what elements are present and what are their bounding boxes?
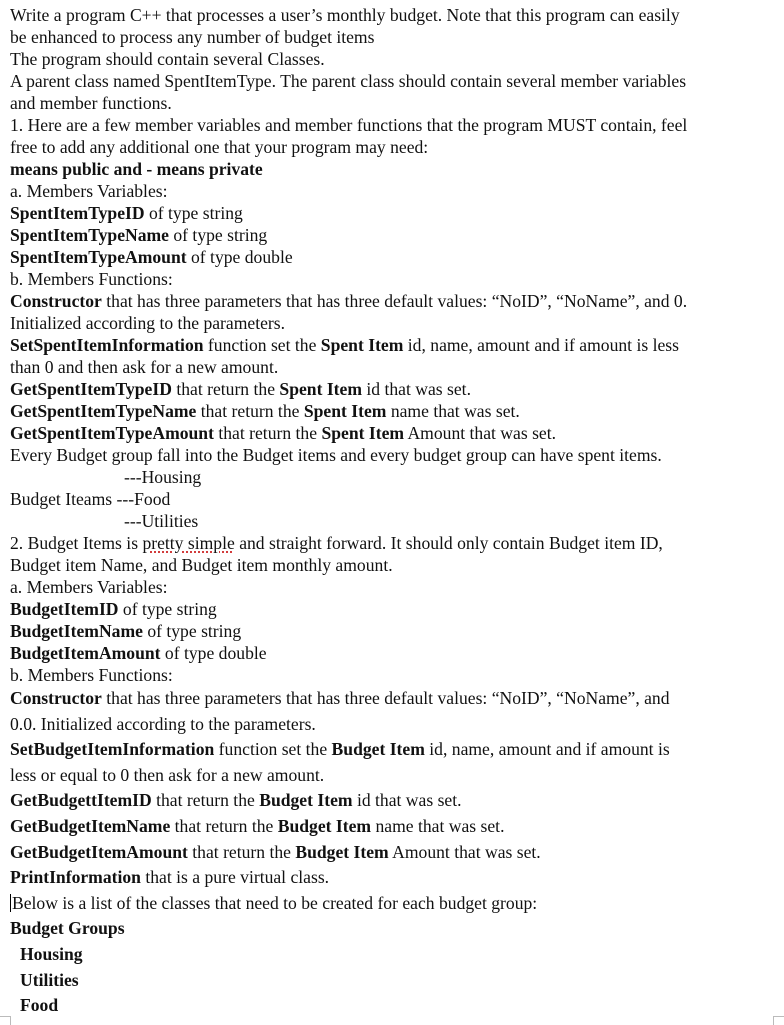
var-type: of type double (186, 247, 293, 267)
intro-line: 1. Here are a few member variables and member functions that the program MUST contain, feel (10, 115, 688, 135)
var-name: SpentItemTypeAmount (10, 247, 187, 267)
budget-funcs-heading: b. Members Functions: (10, 665, 173, 685)
text-run: and straight forward. It should only contain Budget item ID, (234, 533, 663, 553)
budget-set-line2: less or equal to 0 then ask for a new amount. (10, 764, 325, 785)
bold-term: Spent Item (303, 401, 387, 421)
tree-utilities: ---Utilities (124, 511, 199, 531)
var-type: of type string (118, 599, 217, 619)
func-desc: id that was set. (352, 790, 462, 811)
intro-line: free to add any additional one that your program may need: (10, 137, 429, 157)
tree-label: Budget Iteams (10, 489, 117, 509)
bold-term: Budget Item (277, 815, 372, 836)
spent-var-row (10, 202, 780, 224)
func-desc: id, name, amount and if amount is less (403, 335, 679, 355)
func-name: GetSpentItemTypeName (10, 401, 197, 421)
func-name: Constructor (10, 688, 102, 708)
below-text: Below is a list of the classes that need to be created for each budget group: (12, 892, 538, 913)
intro-line: The program should contain several Classes. (10, 49, 325, 69)
spent-ctor-line2: Initialized according to the parameters. (10, 313, 286, 333)
var-type: of type double (160, 643, 267, 663)
budget-var-row (10, 642, 780, 664)
budget-getter-line (10, 814, 780, 840)
func-name: SetBudgetItemInformation (10, 739, 215, 760)
var-type: of type string (168, 225, 268, 245)
func-name: Constructor (10, 291, 102, 311)
var-name: BudgetItemAmount (10, 643, 161, 663)
func-name: PrintInformation (10, 867, 141, 888)
intro-line: be enhanced to process any number of budget items (10, 27, 375, 47)
budget-ctor-line2: 0.0. Initialized according to the parameters. (10, 713, 316, 734)
bold-term: Budget Item (331, 739, 425, 760)
func-desc: that return the (196, 401, 304, 421)
budget-getter-line (10, 788, 780, 814)
budget-ctor-line (10, 686, 780, 712)
func-desc: function set the (203, 335, 321, 355)
func-desc: Amount that was set. (388, 841, 541, 862)
spellcheck-underlined-text: pretty simple (142, 533, 235, 553)
budget-print-line (10, 865, 780, 891)
intro-line: A parent class named SpentItemType. The parent class should contain several member variables (10, 71, 687, 91)
func-desc: that return the (170, 815, 278, 836)
func-desc: that return the (213, 423, 322, 443)
func-name: GetBudgetItemAmount (10, 841, 188, 862)
text-run: 2. Budget Items is (10, 533, 143, 553)
var-name: BudgetItemName (10, 621, 143, 641)
tree-food-row (10, 488, 780, 510)
spent-getter-line (10, 378, 780, 400)
budget-functions-block (10, 686, 780, 1019)
every-budget-line: Every Budget group fall into the Budget items and every budget group can have spent items. (10, 445, 662, 465)
group-food: Food (20, 995, 59, 1016)
tree-food: ---Food (116, 489, 171, 509)
spent-getter-line (10, 400, 780, 422)
var-name: SpentItemTypeID (10, 203, 145, 223)
func-desc: name that was set. (386, 401, 520, 421)
budget-set-line (10, 737, 780, 763)
budget-getter-line (10, 840, 780, 866)
func-desc: that is a pure virtual class. (140, 867, 330, 888)
budget-vars-heading: a. Members Variables: (10, 577, 168, 597)
func-desc: id that was set. (362, 379, 471, 399)
bold-term: Budget Item (259, 790, 353, 811)
budget-var-row (10, 620, 780, 642)
spent-var-row (10, 224, 780, 246)
func-desc: function set the (214, 739, 332, 760)
func-desc: that return the (151, 790, 260, 811)
func-name: GetSpentItemTypeID (10, 379, 172, 399)
func-desc: that has three parameters that has three default values: “NoID”, “NoName”, and (101, 688, 670, 708)
access-legend: means public and - means private (10, 159, 263, 179)
spent-getter-line (10, 422, 780, 444)
var-type: of type string (142, 621, 242, 641)
text-cursor (10, 894, 11, 912)
intro-line: and member functions. (10, 93, 172, 113)
budget-var-row (10, 598, 780, 620)
below-line (10, 891, 780, 917)
tree-housing: ---Housing (124, 467, 202, 487)
func-name: GetBudgettItemID (10, 790, 152, 811)
spent-set-line2: than 0 and then ask for a new amount. (10, 357, 279, 377)
spent-funcs-heading: b. Members Functions: (10, 269, 173, 289)
func-desc: Amount that was set. (404, 423, 557, 443)
group-housing: Housing (20, 943, 83, 964)
spent-set-line (10, 334, 780, 356)
var-name: BudgetItemID (10, 599, 119, 619)
func-desc: id, name, amount and if amount is (424, 739, 670, 760)
spent-ctor-line (10, 290, 780, 312)
budget-groups-heading: Budget Groups (10, 918, 125, 939)
bold-term: Spent Item (321, 423, 405, 443)
bold-term: Spent Item (279, 379, 362, 399)
document-page (10, 4, 780, 1019)
func-desc: that return the (171, 379, 280, 399)
bold-term: Spent Item (320, 335, 404, 355)
bold-term: Budget Item (295, 841, 389, 862)
func-desc: that has three parameters that has three default values: “NoID”, “NoName”, and 0. (101, 291, 688, 311)
func-name: GetBudgetItemName (10, 815, 171, 836)
spent-vars-heading: a. Members Variables: (10, 181, 168, 201)
func-desc: name that was set. (371, 815, 505, 836)
spent-var-row (10, 246, 780, 268)
func-desc: that return the (187, 841, 296, 862)
budget-item-line1 (10, 532, 780, 554)
group-utilities: Utilities (20, 969, 79, 990)
var-type: of type string (144, 203, 243, 223)
var-name: SpentItemTypeName (10, 225, 169, 245)
intro-line: Write a program C++ that processes a user’s monthly budget. Note that this program can easily (10, 5, 680, 25)
func-name: SetSpentItemInformation (10, 335, 204, 355)
func-name: GetSpentItemTypeAmount (10, 423, 214, 443)
budget-item-line2: Budget item Name, and Budget item monthly amount. (10, 555, 393, 575)
